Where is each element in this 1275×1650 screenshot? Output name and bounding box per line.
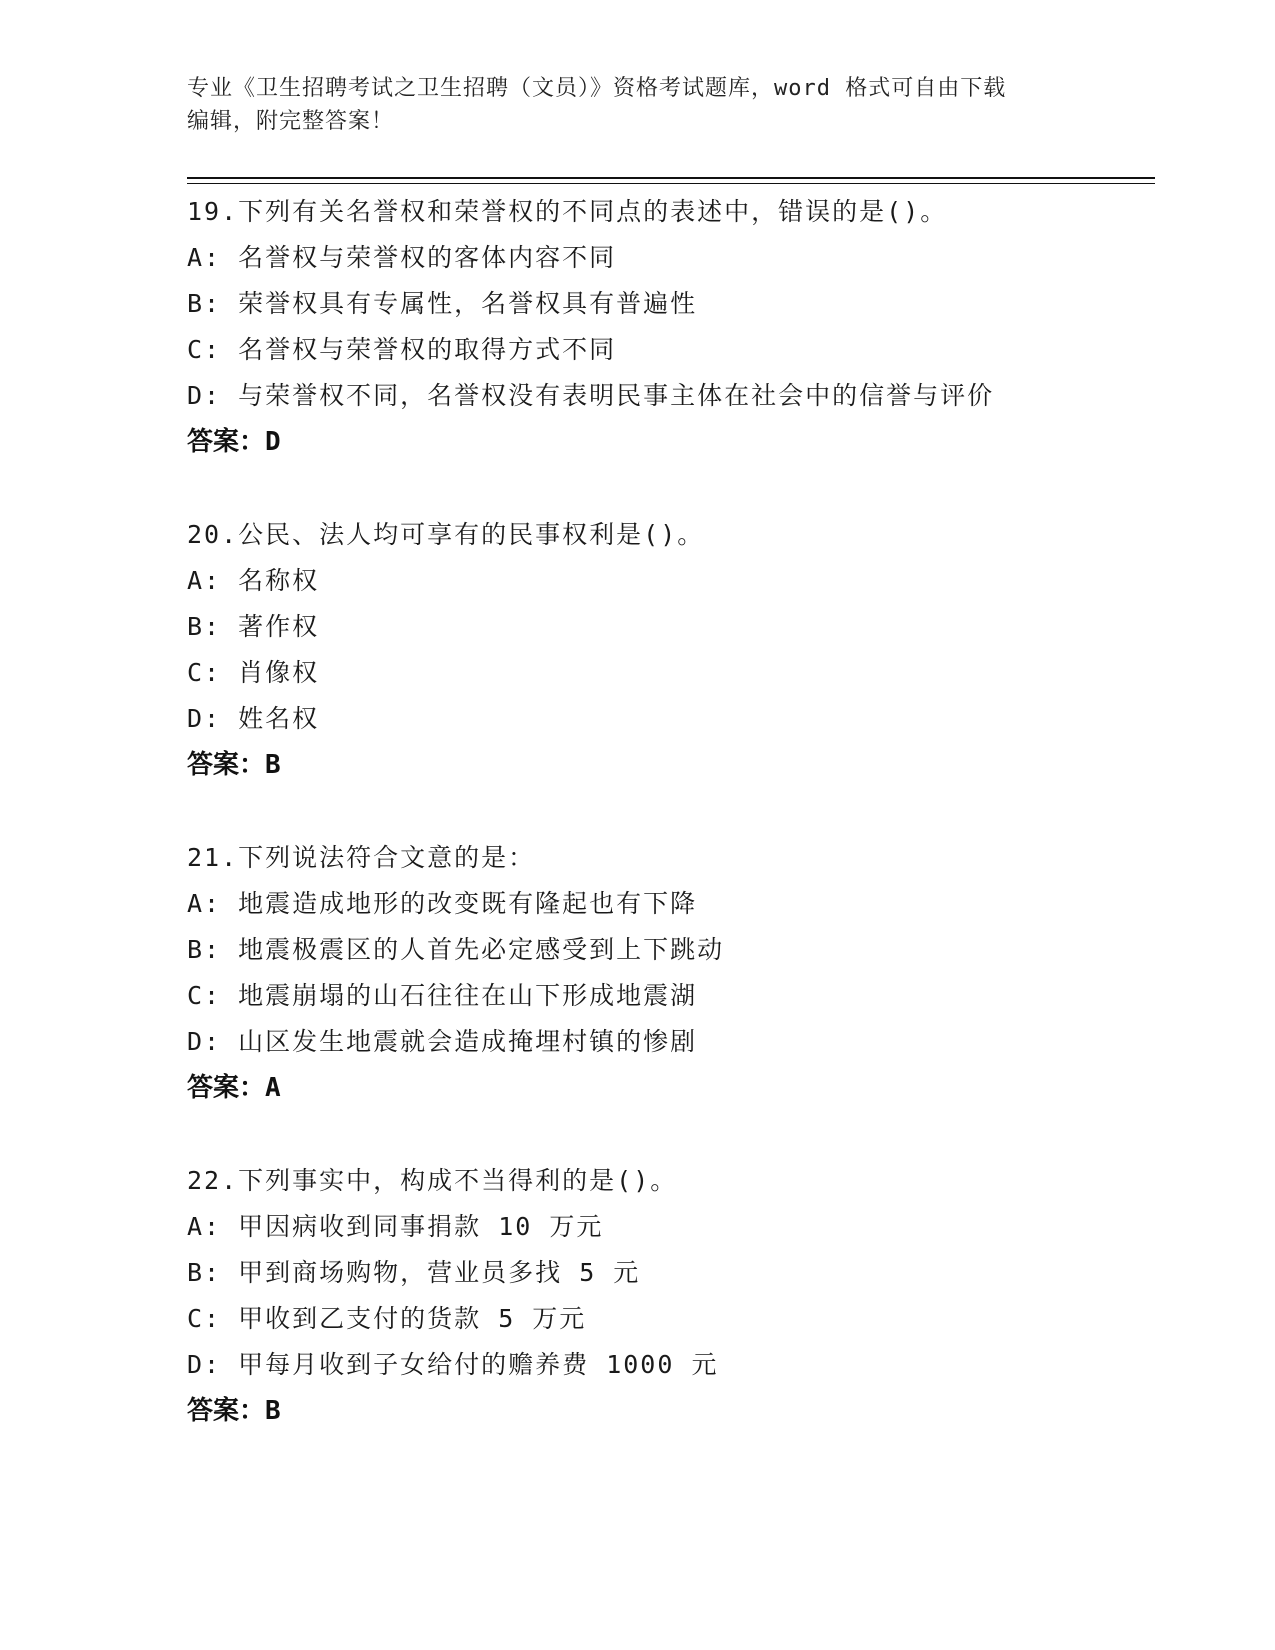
option-d: D: 甲每月收到子女给付的赡养费 1000 元 xyxy=(187,1350,719,1379)
header-divider-thin xyxy=(187,183,1155,184)
header-line-2: 编辑，附完整答案！ xyxy=(187,109,395,134)
answer: 答案：A xyxy=(187,1073,281,1103)
option-a: A: 地震造成地形的改变既有隆起也有下降 xyxy=(187,889,698,918)
question-stem: 20.公民、法人均可享有的民事权利是()。 xyxy=(187,520,705,549)
option-b: B: 地震极震区的人首先必定感受到上下跳动 xyxy=(187,935,725,964)
option-b: B: 著作权 xyxy=(187,612,320,641)
option-a: A: 名誉权与荣誉权的客体内容不同 xyxy=(187,243,617,272)
option-a: A: 名称权 xyxy=(187,566,320,595)
option-b: B: 甲到商场购物，营业员多找 5 元 xyxy=(187,1258,641,1287)
option-d: D: 姓名权 xyxy=(187,704,320,733)
option-c: C: 肖像权 xyxy=(187,658,320,687)
question-21 xyxy=(187,835,1155,1111)
question-stem: 22.下列事实中，构成不当得利的是()。 xyxy=(187,1166,678,1195)
question-list xyxy=(187,189,1155,1481)
answer: 答案：B xyxy=(187,750,281,780)
option-c: C: 名誉权与荣誉权的取得方式不同 xyxy=(187,335,617,364)
answer: 答案：B xyxy=(187,1396,281,1426)
option-a: A: 甲因病收到同事捐款 10 万元 xyxy=(187,1212,604,1241)
header-divider-thick xyxy=(187,177,1155,179)
option-d: D: 与荣誉权不同，名誉权没有表明民事主体在社会中的信誉与评价 xyxy=(187,381,995,410)
option-c: C: 地震崩塌的山石往往在山下形成地震湖 xyxy=(187,981,698,1010)
question-19 xyxy=(187,189,1155,465)
question-22 xyxy=(187,1158,1155,1434)
option-b: B: 荣誉权具有专属性，名誉权具有普遍性 xyxy=(187,289,698,318)
answer: 答案：D xyxy=(187,427,281,457)
question-20 xyxy=(187,512,1155,788)
option-d: D: 山区发生地震就会造成掩埋村镇的惨剧 xyxy=(187,1027,698,1056)
question-stem: 21.下列说法符合文意的是： xyxy=(187,843,536,872)
question-stem: 19.下列有关名誉权和荣誉权的不同点的表述中，错误的是()。 xyxy=(187,197,948,226)
option-c: C: 甲收到乙支付的货款 5 万元 xyxy=(187,1304,587,1333)
document-header xyxy=(187,72,1087,138)
header-line-1: 专业《卫生招聘考试之卫生招聘（文员）》资格考试题库，word 格式可自由下载 xyxy=(187,76,1007,101)
